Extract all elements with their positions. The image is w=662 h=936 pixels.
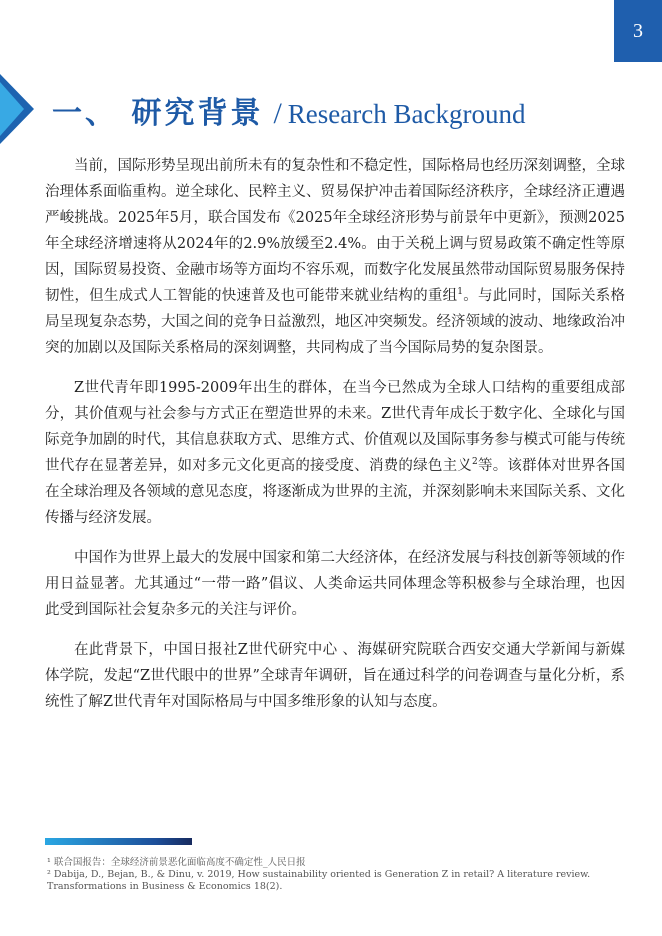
footnote-divider (45, 838, 192, 845)
paragraph: 当前，国际形势呈现出前所未有的复杂性和不稳定性，国际格局也经历深刻调整，全球治理体系面临重构。逆全球化、民粹主义、贸易保护冲击着国际经济秩序，全球经济正遭遇严峻挑战。2025年5月，联合国发布《2025年全球经济形势与前景年中更新》，预测2025年全球经济增速将从2024年的2.9%放缓至2.4%。由于关税上调与贸易政策不确定性等原因，国际贸易投资、金融市场等方面均不容乐观，而数字化发展虽然带动国际贸易服务保持韧性，但生成式人工智能的快速普及也可能带来就业结构的重组$^1$。与此同时，国际关系格局呈现复杂态势，大国之间的竞争日益激烈，地区冲突频发。经济领域的波动、地缘政治冲突的加剧以及国际关系格局的深刻调整，共同构成了当今国际局势的复杂图景。 (45, 158, 626, 356)
paragraph: 在此背景下，中国日报社Z世代研究中心 、海媒研究院联合西安交通大学新闻与新媒体学院，发起“Z世代眼中的世界”全球青年调研，旨在通过科学的问卷调查与量化分析，系统性了解Z世代青年对国际格局与中国多维形象的认知与态度。 (45, 642, 625, 710)
footnote-ref: 1 (457, 287, 464, 298)
heading-english: Research Background (287, 99, 526, 129)
page-number: 3 (614, 0, 662, 62)
heading-slash: / (273, 97, 282, 130)
section-heading (52, 88, 525, 132)
footnote-1: ¹ 联合国报告：全球经济前景恶化面临高度不确定性_人民日报 (47, 857, 306, 868)
footnote-2: ² Dabija, D., Bejan, B., & Dinu, v. 2019, How sustainability oriented is Generation Z in retail? A literature review. Transformations in Business & Economics 18(2). (47, 869, 591, 892)
footnotes (47, 857, 617, 893)
heading-chinese: 一、 研究背景 (52, 96, 264, 131)
section-arrow-decoration (0, 74, 34, 144)
body-text (45, 153, 625, 729)
footnote-ref: 2 (472, 457, 478, 468)
paragraph: Z世代青年即1995-2009年出生的群体，在当今已然成为全球人口结构的重要组成部分，其价值观与社会参与方式正在塑造世界的未来。Z世代青年成长于数字化、全球化与国际竞争加剧的时代，其信息获取方式、思维方式、价值观以及国际事务参与模式可能与传统世代存在显著差异，如对多元文化更高的接受度、消费的绿色主义$^2$等。该群体对世界各国在全球治理及各领域的意见态度，将逐渐成为世界的主流，并深刻影响未来国际关系、文化传播与经济发展。 (45, 380, 625, 526)
paragraph: 中国作为世界上最大的发展中国家和第二大经济体，在经济发展与科技创新等领域的作用日益显著。尤其通过“一带一路”倡议、人类命运共同体理念等积极参与全球治理，也因此受到国际社会复杂多元的关注与评价。 (45, 550, 625, 618)
